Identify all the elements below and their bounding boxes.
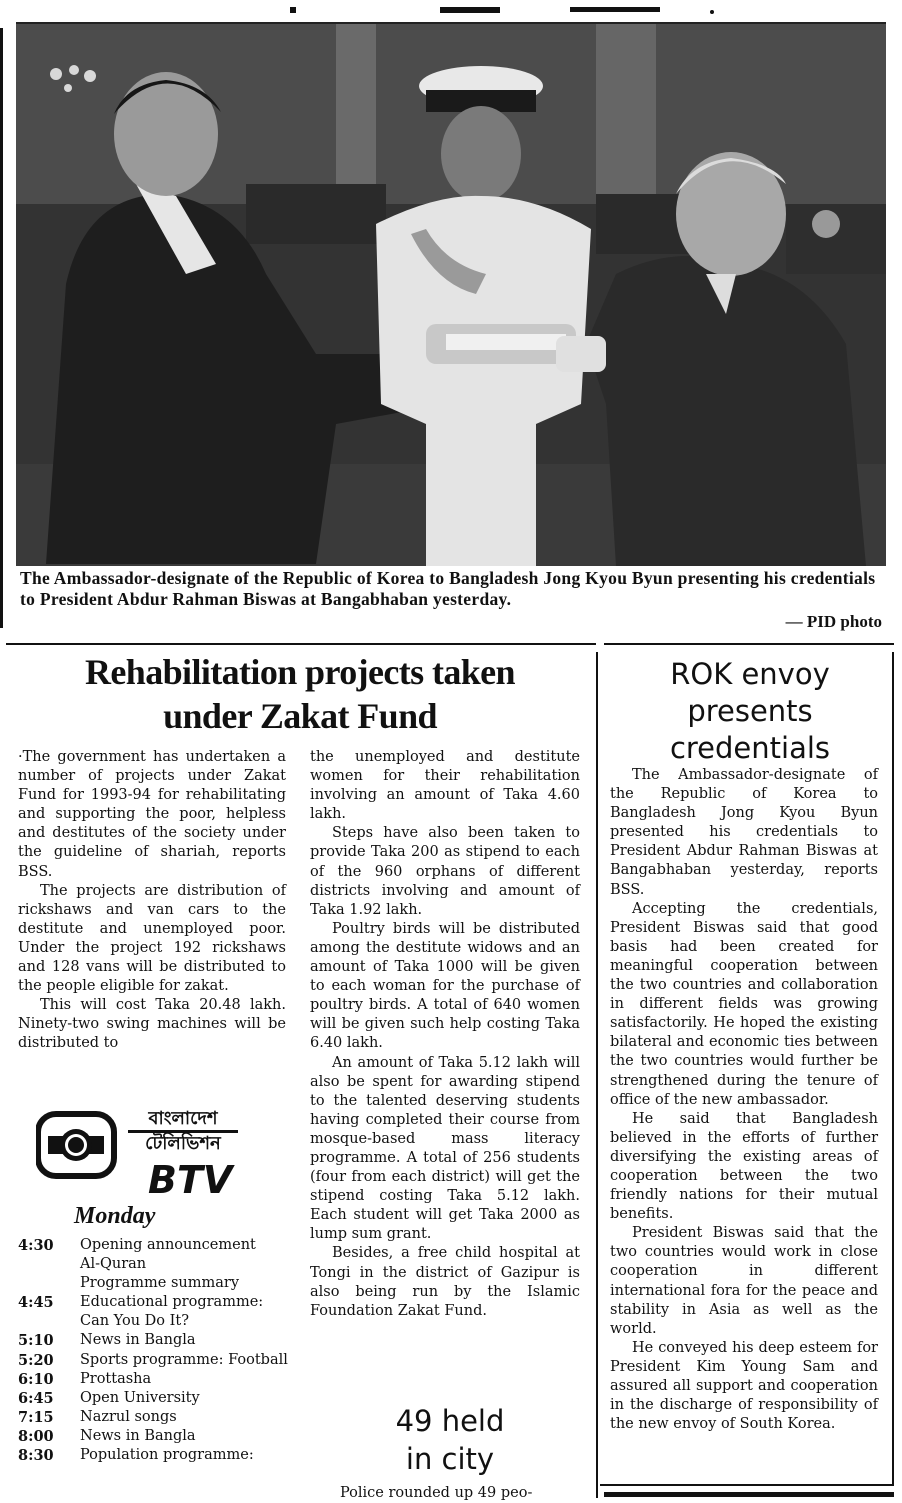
story-column	[18, 748, 286, 1054]
schedule-program: Nazrul songs	[80, 1408, 177, 1425]
photo-credit: — PID photo	[785, 612, 882, 631]
schedule-row	[18, 1389, 292, 1408]
schedule-row	[18, 1331, 292, 1350]
schedule-program: Population programme:	[80, 1447, 254, 1464]
schedule-time: 7:15	[18, 1408, 54, 1426]
schedule-time: 5:20	[18, 1351, 54, 1369]
story-paragraph: This will cost Taka 20.48 lakh. Ninety-two swing machines will be distributed to	[18, 997, 286, 1052]
story-first-line: Police rounded up 49 peo-	[340, 1485, 533, 1501]
story-paragraph: the unemployed and destitute women for their rehabilitation involving an amount of Taka 4.60 lakh.	[310, 749, 580, 823]
story-paragraph: Besides, a free child hospital at Tongi in the district of Gazipur is also being run by the Islamic Foundation Zakat Fund.	[310, 1245, 580, 1319]
story-headline	[300, 1402, 600, 1478]
schedule-row	[18, 1351, 292, 1370]
schedule-program: Open University	[80, 1389, 200, 1406]
schedule-row	[18, 1408, 292, 1427]
schedule-time: 4:30	[18, 1237, 54, 1254]
news-photo	[16, 22, 886, 566]
schedule-row	[18, 1370, 292, 1389]
left-edge-rule	[0, 28, 3, 628]
story-column	[310, 748, 580, 1321]
story-box	[600, 652, 894, 1486]
schedule-time: 5:10	[18, 1332, 54, 1350]
headline-line: credentials	[669, 731, 831, 765]
btv-logo-text: BTV	[148, 1158, 233, 1202]
story-paragraph: The Ambassador-designate of the Republic of Korea to Bangladesh Jong Kyou Byun presented his credentials to President Abdur Rahman Biswas at Bangabhaban yesterday, reports BSS.	[610, 767, 878, 898]
schedule-time: 8:00	[18, 1427, 54, 1445]
schedule-program: News in Bangla	[80, 1427, 196, 1444]
schedule-row	[18, 1236, 292, 1255]
story-paragraph: President Biswas said that the two countries would work in close cooperation in different international fora for the peace and stability in Asia as well as the world.	[610, 1225, 878, 1337]
schedule-time: 6:45	[18, 1389, 54, 1407]
schedule-row	[18, 1274, 292, 1293]
story-paragraph: The projects are distribution of rickshaws and van cars to the destitute and unemployed poor. Under the project 192 rickshaws and 128 vans will be distributed to the people eligible for zakat.	[18, 882, 286, 995]
schedule-time: 8:30	[18, 1447, 54, 1465]
headline-line: 49 held	[395, 1404, 505, 1438]
story-paragraph: ·The government has undertaken a number of projects under Zakat Fund for 1993-94 for rehabilitating and supporting the poor, helpless and destitutes of the society under the guideline of shariah, reports BSS.	[18, 749, 286, 880]
schedule-row	[18, 1255, 292, 1274]
story-paragraph: An amount of Taka 5.12 lakh will also be spent for awarding stipend to the talented deserving students having completed their course from mosque-based mass literacy programme. A total of 256 students (four from each district) will get the stipend costing Taka 5.12 lakh. Each student will get Taka 2000 as lump sum grant.	[310, 1054, 580, 1243]
column-rule	[596, 652, 598, 1498]
headline-line: ROK envoy	[670, 657, 830, 691]
schedule-row	[18, 1427, 292, 1446]
cropped-headline-remnant	[260, 0, 720, 8]
schedule-time	[18, 1255, 80, 1274]
bangla-line: টেলিভিশন	[128, 1130, 238, 1155]
photo-caption: The Ambassador-designate of the Republic of Korea to Bangladesh Jong Kyou Byun presenting his credentials to President Abdur Rahman Biswas at Bangabhaban yesterday.	[20, 568, 876, 609]
schedule-program: Sports programme: Football	[80, 1351, 288, 1368]
story-paragraph: He conveyed his deep esteem for President Kim Young Sam and assured all support and cooperation in the discharge of responsibility of the new envoy of South Korea.	[610, 1339, 878, 1433]
schedule-program: Al-Quran	[80, 1256, 147, 1273]
schedule-time	[18, 1274, 80, 1293]
story-headline	[6, 650, 594, 738]
headline-line: in city	[405, 1442, 495, 1476]
headline-line: Rehabilitation projects taken	[85, 652, 515, 692]
story-paragraph: He said that Bangladesh believed in the efforts of further diversifying the existing areas of cooperation between the two friendly nations for their mutual benefits.	[610, 1110, 878, 1223]
schedule-time: 4:45	[18, 1294, 54, 1312]
schedule-time: 6:10	[18, 1370, 54, 1388]
btv-day-label: Monday	[74, 1203, 156, 1229]
btv-bangla-name	[128, 1108, 238, 1155]
section-divider	[604, 643, 894, 645]
schedule-row	[18, 1293, 292, 1331]
schedule-row	[18, 1446, 292, 1465]
story-paragraph: Steps have also been taken to provide Taka 200 as stipend to each of the 960 orphans of different districts involving and amount of Taka 1.92 lakh.	[310, 825, 580, 918]
btv-schedule	[18, 1236, 292, 1465]
schedule-program: News in Bangla	[80, 1332, 196, 1349]
story-paragraph: Accepting the credentials, President Biswas said that good basis had been created for meaningful cooperation between the two countries and collaboration in different fields was growing satisfactorily. He hoped the existing bilateral and economic ties between the two countries would further be strengthened during the tenure of office of the new ambassador.	[610, 900, 878, 1108]
story-paragraph: Poultry birds will be distributed among the destitute widows and an amount of Taka 1000 will be given to each woman for the purchase of poultry birds. A total of 640 women will be given such help costing Taka 6.40 lakh.	[310, 920, 580, 1052]
bottom-rule	[604, 1492, 894, 1497]
schedule-program: Programme summary	[80, 1275, 240, 1292]
schedule-program: Educational programme: Can You Do It?	[80, 1294, 264, 1330]
schedule-program: Opening announcement	[80, 1237, 256, 1253]
schedule-program: Prottasha	[80, 1370, 152, 1387]
headline-line: under Zakat Fund	[163, 696, 437, 736]
bangla-line: বাংলাদেশ	[148, 1108, 218, 1129]
headline-line: presents	[687, 694, 813, 728]
section-divider	[6, 643, 596, 645]
